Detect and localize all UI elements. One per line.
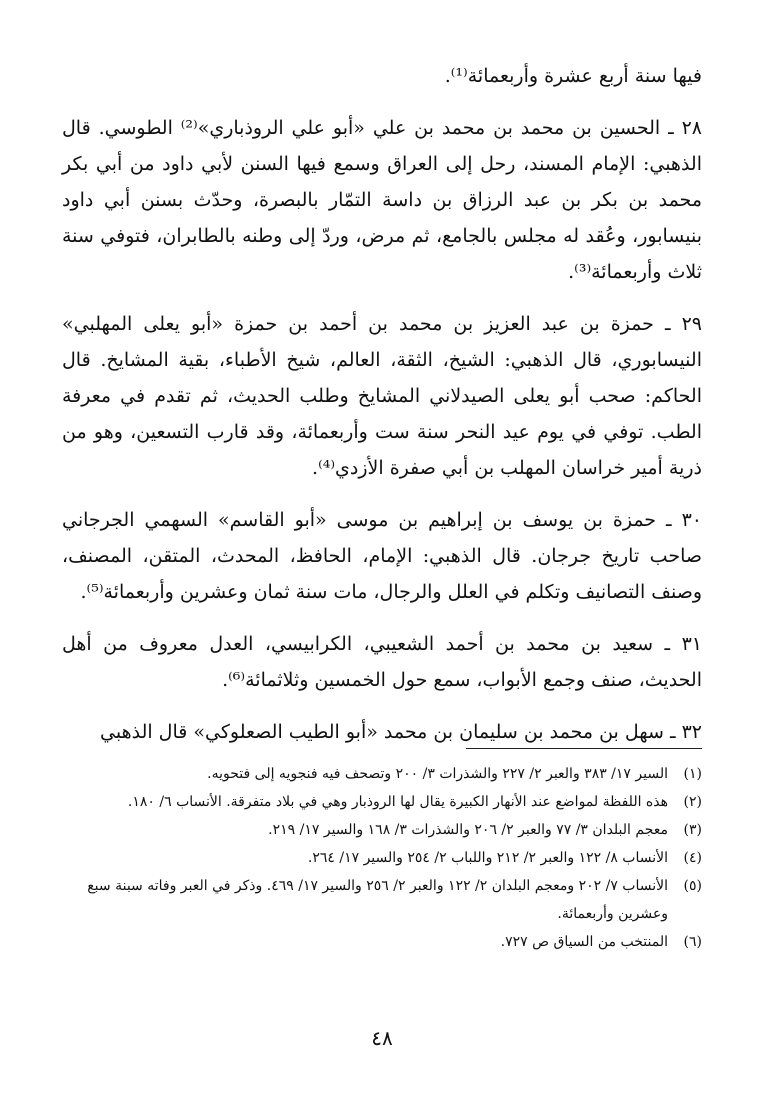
footnote [62,760,702,788]
footnote-text: السير ١٧/ ٣٨٣ والعبر ٢/ ٢٢٧ والشذرات ٣/ ٢٠٠ وتصحف فيه فنجويه إلى فتحويه. [207,766,668,782]
footnotes [62,760,702,956]
footnote-number: (٢) [683,794,702,810]
footnote [62,928,702,956]
footnote [62,872,702,928]
footnote-text: الأنساب ٧/ ٢٠٢ ومعجم البلدان ٢/ ١٢٢ والعبر ٢/ ٢٥٦ والسير ١٧/ ٤٦٩. وذكر في العبر وفاته سبنة سبع وعشرين وأربعمائة. [87,878,668,922]
paragraph-intro [62,58,702,94]
footnote [62,816,702,844]
entry-32 [62,714,702,750]
footnote-text: هذه اللفظة لمواضع عند الأنهار الكبيرة يقال لها الروذبار وهي في بلاد متفرقة. الأنساب ٦/ ١٨٠. [127,794,668,810]
main-text [62,58,702,766]
footnote-number: (١) [683,766,702,782]
entry-29 [62,306,702,486]
footnote-number: (٦) [683,934,702,950]
intro-text: فيها سنة أربع عشرة وأربعمائة⁽¹⁾. [444,65,702,87]
entry-32-text: ٣٢ ـ سهل بن محمد بن سليمان بن محمد «أبو الطيب الصعلوكي» قال الذهبي [100,721,702,743]
entry-29-text: ٢٩ ـ حمزة بن عبد العزيز بن محمد بن أحمد بن حمزة «أبو يعلى المهلبي» النيسابوري، قال الذهبي: الشيخ، الثقة، العالم، شيخ الأطباء، بقية المشايخ. قال الحاكم: صحب أبو يعلى الصيدلاني المشايخ وطلب الحديث، ثم تقدم في معرفة الطب. توفي في يوم عيد النحر سنة ست وأربعمائة، وقد قارب التسعين، وهو من ذرية أمير خراسان المهلب بن أبي صفرة الأزدي⁽⁴⁾. [62,313,702,479]
entry-30 [62,502,702,610]
page-number: ٤٨ [371,1026,393,1050]
footnote [62,844,702,872]
entry-28-text: ٢٨ ـ الحسين بن محمد بن محمد بن علي «أبو علي الروذباري»⁽²⁾ الطوسي. قال الذهبي: الإمام المسند، رحل إلى العراق وسمع فيها السنن لأبي داود من أبي بكر محمد بن بكر بن عبد الرزاق بن داسة التمّار بالبصرة، وحدّث بسنن أبي داود بنيسابور، وعُقد له مجلس بالجامع، ثم مرض، وردّ إلى وطنه بالطابران، فتوفي سنة ثلاث وأربعمائة⁽³⁾. [62,117,703,283]
entry-31-text: ٣١ ـ سعيد بن محمد بن أحمد الشعيبي، الكرابيسي، العدل معروف من أهل الحديث، صنف وجمع الأبواب، سمع حول الخمسين وثلاثمائة⁽⁶⁾. [62,633,702,691]
footnote [62,788,702,816]
entry-28 [62,110,702,290]
footnote-number: (٤) [683,850,702,866]
entry-30-text: ٣٠ ـ حمزة بن يوسف بن إبراهيم بن موسى «أبو القاسم» السهمي الجرجاني صاحب تاريخ جرجان. قال الذهبي: الإمام، الحافظ، المحدث، المتقن، المصنف، وصنف التصانيف وتكلم في العلل والرجال، مات سنة ثمان وعشرين وأربعمائة⁽⁵⁾. [62,509,702,603]
footnote-number: (٥) [683,878,702,894]
footnote-text: معجم البلدان ٣/ ٧٧ والعبر ٢/ ٢٠٦ والشذرات ٣/ ١٦٨ والسير ١٧/ ٢١٩. [268,822,668,838]
footnote-text: الأنساب ٨/ ١٢٢ والعبر ٢/ ٢١٢ واللباب ٢/ ٢٥٤ والسير ١٧/ ٢٦٤. [307,850,668,866]
entry-31 [62,626,702,698]
footnote-divider [466,748,702,749]
footnote-text: المنتخب من السياق ص ٧٢٧. [500,934,668,950]
footnote-number: (٣) [683,822,702,838]
